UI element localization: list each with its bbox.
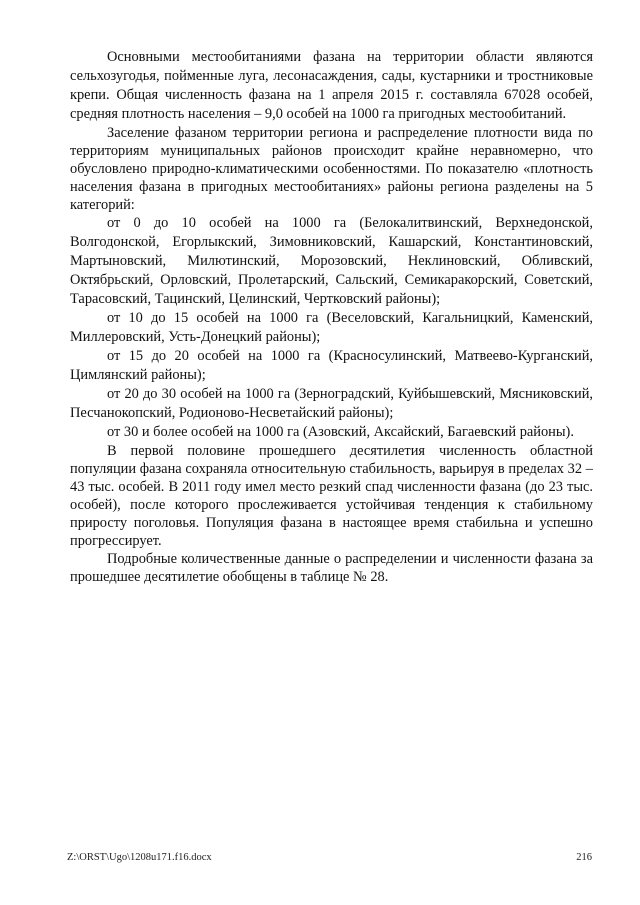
paragraph-category-1: от 0 до 10 особей на 1000 га (Белокалитвинский, Верхнедонской, Волгодонской, Егорлыкский, Зимовниковский, Кашарский, Константиновский, Мартыновский, Милютинский, Морозовский, Неклиновский, Обливский, Октябрьский, Орловский, Пролетарский, Сальский, Семикаракорский, Советский, Тарасовский, Тацинский, Целинский, Чертковский районы); [70,215,593,307]
footer-file-path: Z:\ORST\Ugo\1208u171.f16.docx [67,852,212,863]
paragraph-distribution: Заселение фазаном территории региона и распределение плотности вида по территориям муниципальных районов происходит крайне неравномерно, что обусловлено природно-климатическими особенностями. По показателю «плотность населения фазана в пригодных местообитаниях» районы региона разделены на 5 категорий: [70,125,593,213]
paragraph-category-4: от 20 до 30 особей на 1000 га (Зерноградский, Куйбышевский, Мясниковский, Песчанокопский, Родионово-Несветайский районы); [70,386,593,421]
paragraph-category-3: от 15 до 20 особей на 1000 га (Красносулинский, Матвеево-Курганский, Цимлянский районы); [70,348,593,383]
document-body [70,48,593,586]
paragraph-category-5: от 30 и более особей на 1000 га (Азовский, Аксайский, Багаевский районы). [107,424,574,440]
paragraph-population-trend: В первой половине прошедшего десятилетия численность областной популяции фазана сохраняла относительную стабильность, варьируя в пределах 32 – 43 тыс. особей. В 2011 году имел место резкий спад численности фазана (до 23 тыс. особей), после которого прослеживается устойчивая тенденция к стабильному приросту поголовья. Популяция фазана в настоящее время стабильна и успешно прогрессирует. [70,443,593,549]
footer-page-number: 216 [576,852,592,863]
paragraph-habitats: Основными местообитаниями фазана на территории области являются сельхозугодья, пойменные луга, лесонасаждения, сады, кустарники и тростниковые крепи. Общая численность фазана на 1 апреля 2015 г. составляла 67028 особей, средняя плотность населения – 9,0 особей на 1000 га пригодных местообитаний. [70,49,593,122]
paragraph-category-2: от 10 до 15 особей на 1000 га (Веселовский, Кагальницкий, Каменский, Миллеровский, Усть-Донецкий районы); [70,310,593,345]
paragraph-table-reference: Подробные количественные данные о распределении и численности фазана за прошедшее десятилетие обобщены в таблице № 28. [70,551,593,585]
